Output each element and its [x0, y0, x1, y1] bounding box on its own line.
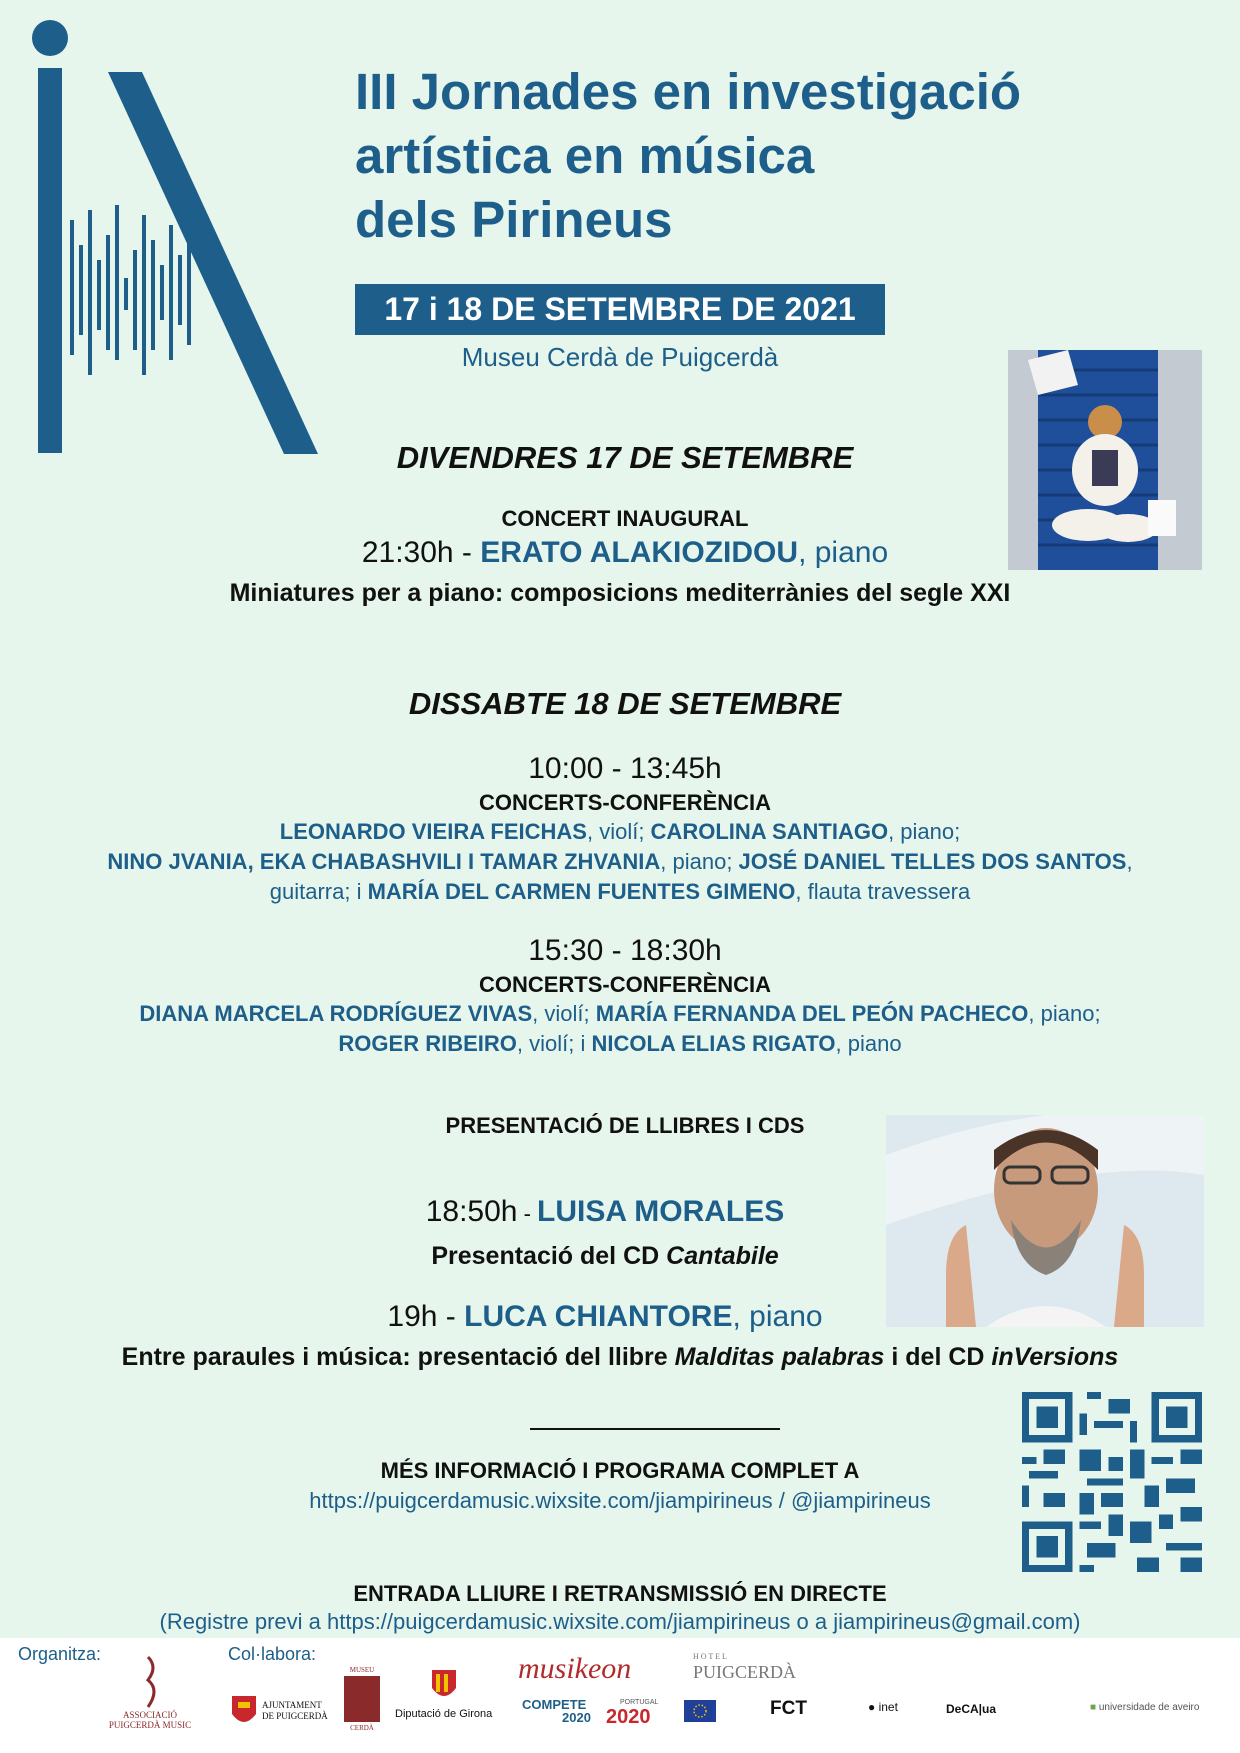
day1-heading: DIVENDRES 17 DE SETEMBRE	[396, 440, 854, 475]
session1-line	[20, 847, 1220, 877]
session1-performers	[20, 817, 1220, 907]
performer-role: , violí; i	[516, 1031, 592, 1056]
pres2-line	[260, 1300, 950, 1334]
day1-subheading: CONCERT INAUGURAL	[501, 506, 749, 531]
hotel-logo: PUIGCERDÀ	[693, 1662, 797, 1682]
title-line: III Jornades en investigació	[355, 63, 1022, 120]
compete-name: COMPETE	[522, 1697, 587, 1712]
organitza-label: Organitza:	[18, 1644, 102, 1664]
performer-role: , piano;	[888, 819, 961, 844]
museu-top: MUSEU	[349, 1666, 375, 1674]
performer-name: NINO JVANIA, EKA CHABASHVILI I TAMAR ZHVANIA	[107, 849, 661, 874]
presentation-heading: PRESENTACIÓ DE LLIBRES I CDS	[445, 1113, 805, 1138]
session2-time: 15:30 - 18:30h	[528, 934, 722, 967]
ua-mark: ■	[1090, 1702, 1097, 1713]
info-heading: MÉS INFORMACIÓ I PROGRAMA COMPLET A	[380, 1458, 860, 1483]
info-link[interactable]: https://puigcerdamusic.wixsite.com/jiampirineus / @jiampirineus	[309, 1488, 931, 1513]
performer-role: , violí;	[586, 819, 651, 844]
portugal2020-logo	[606, 1696, 659, 1728]
session1-line	[20, 817, 1220, 847]
date-banner: 17 i 18 DE SETEMBRE DE 2021	[355, 284, 885, 335]
compete-year: 2020	[562, 1710, 591, 1725]
performer-role: , piano	[835, 1031, 902, 1056]
musikeon-logo: musikeon	[518, 1652, 632, 1685]
ajuntament-line: DE PUIGCERDÀ	[262, 1711, 328, 1721]
day2-heading: DISSABTE 18 DE SETEMBRE	[408, 686, 842, 721]
pres1-desc-text: Presentació del CD	[431, 1242, 667, 1270]
pres2-desc	[20, 1343, 1220, 1372]
hotel-top: H O T E L	[693, 1652, 727, 1661]
ajuntament-shield-icon	[230, 1694, 258, 1730]
ajuntament-name	[262, 1700, 328, 1722]
museu-image	[344, 1676, 380, 1722]
session1-label: CONCERTS-CONFERÈNCIA	[478, 790, 772, 815]
ua-logo	[1090, 1702, 1199, 1713]
museu-logo	[340, 1666, 384, 1732]
performer-role: , piano;	[660, 849, 739, 874]
day1-performance	[180, 536, 1070, 570]
event-title	[355, 60, 1115, 252]
pres1-line	[360, 1195, 850, 1229]
fct-logo: FCT	[770, 1698, 807, 1719]
ajuntament-line: AJUNTAMENT	[262, 1700, 322, 1710]
entry-heading: ENTRADA LLIURE I RETRANSMISSIÓ EN DIRECTE	[353, 1581, 887, 1606]
compete-logo	[522, 1698, 591, 1724]
sponsor-footer	[0, 1638, 1240, 1753]
performer-role: ,	[1126, 849, 1133, 874]
performer-name: CAROLINA SANTIAGO	[650, 819, 889, 844]
venue: Museu Cerdà de Puigcerdà	[461, 342, 779, 372]
performer-name: MARÍA DEL CARMEN FUENTES GIMENO	[367, 879, 796, 904]
jiam-logo	[30, 20, 330, 460]
pres1-time: 18:50h	[425, 1195, 518, 1228]
diputacio-name: Diputació de Girona	[395, 1708, 493, 1720]
session2-performers	[20, 999, 1220, 1059]
ua-name: universidade de aveiro	[1098, 1702, 1200, 1713]
performer-role: , flauta travessera	[795, 879, 971, 904]
deca-logo: DeCA|ua	[946, 1702, 997, 1716]
eu-flag-icon	[684, 1700, 716, 1722]
luca-chiantore-photo	[886, 1115, 1204, 1327]
section-divider	[530, 1428, 780, 1430]
inet-mark: ●	[868, 1700, 876, 1714]
pres2-instrument: , piano	[732, 1300, 823, 1333]
day1-artist: ERATO ALAKIOZIDOU	[480, 536, 799, 569]
inet-logo	[868, 1700, 898, 1714]
association-line: ASSOCIACIÓ	[122, 1710, 177, 1720]
performer-name: MARÍA FERNANDA DEL PEÓN PACHECO	[595, 1001, 1029, 1026]
title-line: dels Pirineus	[355, 191, 673, 248]
pres1-artist: LUISA MORALES	[537, 1195, 785, 1228]
pres2-artist: LUCA CHIANTORE	[464, 1300, 733, 1333]
portugal-year: 2020	[606, 1706, 651, 1728]
museu-bottom: CERDÀ	[350, 1724, 374, 1732]
pres1-work: Cantabile	[666, 1242, 779, 1270]
inet-name: inet	[878, 1700, 898, 1714]
association-line: PUIGCERDÀ MUSIC	[108, 1720, 192, 1730]
association-name	[95, 1710, 205, 1730]
pres2-time: 19h -	[387, 1300, 465, 1333]
pres2-work-b: inVersions	[991, 1343, 1119, 1371]
performer-name: JOSÉ DANIEL TELLES DOS SANTOS	[738, 849, 1127, 874]
day1-instrument: , piano	[798, 536, 889, 569]
performer-name: LEONARDO VIEIRA FEICHAS	[279, 819, 587, 844]
performer-role: , violí;	[532, 1001, 596, 1026]
pres1-desc	[360, 1242, 850, 1271]
title-line: artística en música	[355, 127, 815, 184]
pres1-dash: -	[517, 1201, 538, 1226]
association-logo	[118, 1652, 178, 1712]
session2-line	[20, 999, 1220, 1029]
entry-register[interactable]: (Registre previ a https://puigcerdamusic.wixsite.com/jiampirineus o a jiampirineus@gmail.com)	[159, 1609, 1081, 1634]
performer-role: guitarra; i	[269, 879, 368, 904]
pres2-desc-a: Entre paraules i música: presentació del llibre	[121, 1343, 675, 1371]
session2-label: CONCERTS-CONFERÈNCIA	[478, 972, 772, 997]
performer-name: DIANA MARCELA RODRÍGUEZ VIVAS	[139, 1001, 533, 1026]
portugal-name: PORTUGAL	[620, 1699, 659, 1706]
qr-code[interactable]	[1022, 1392, 1202, 1572]
collabora-label: Col·labora:	[228, 1644, 317, 1664]
day1-time: 21:30h -	[361, 536, 472, 569]
pres2-work-a: Malditas palabras	[674, 1343, 885, 1371]
performer-name: ROGER RIBEIRO	[338, 1031, 517, 1056]
pres2-desc-b: i del CD	[884, 1343, 992, 1371]
session1-line	[20, 877, 1220, 907]
session2-line	[20, 1029, 1220, 1059]
performer-role: , piano;	[1028, 1001, 1101, 1026]
diputacio-shield-icon	[430, 1668, 458, 1704]
performer-name: NICOLA ELIAS RIGATO	[591, 1031, 836, 1056]
day1-program: Miniatures per a piano: composicions mediterrànies del segle XXI	[229, 579, 1011, 607]
session1-time: 10:00 - 13:45h	[528, 752, 722, 785]
